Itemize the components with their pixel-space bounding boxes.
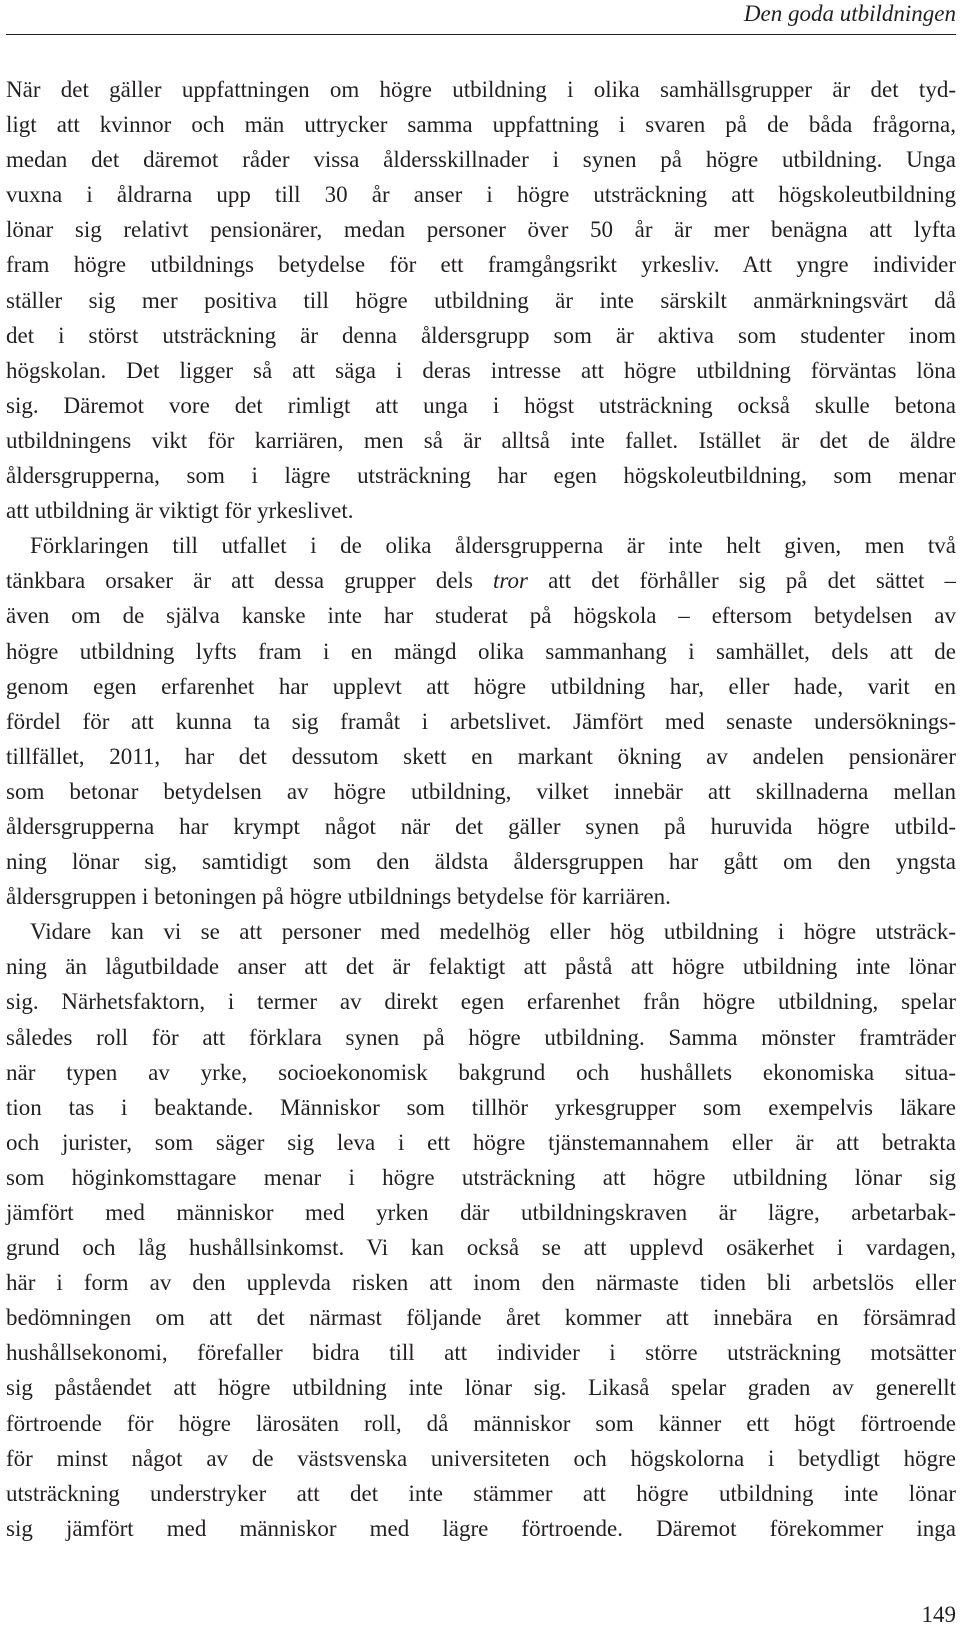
text-line: högre utbildning lyfts fram i en mängd olika sammanhang i samhället, dels att de: [6, 638, 956, 664]
text-line: som höginkomsttagare menar i högre utsträckning att högre utbildning lönar sig: [6, 1164, 956, 1190]
text-line: medan det däremot råder vissa åldersskillnader i synen på högre utbildning. Unga: [6, 147, 956, 173]
text-line: Vidare kan vi se att personer med medelhög eller hög utbildning i högre utsträck-: [30, 919, 956, 945]
body-text: [6, 72, 956, 1546]
text-line: bedömningen om att det närmast följande året kommer att innebära en försämrad: [6, 1305, 956, 1331]
header-rule: [6, 34, 956, 35]
text-line: även om de själva kanske inte har studerat på högskola – eftersom betydelsen av: [6, 603, 956, 629]
text-line: förtroende för högre lärosäten roll, då människor som känner ett högt förtroende: [6, 1410, 956, 1436]
paragraph-2: [6, 528, 956, 914]
paragraph-3: [6, 914, 956, 1546]
text-line: för minst något av de västsvenska universiteten och högskolorna i betydligt högre: [6, 1445, 956, 1471]
text-line: lönar sig relativt pensionärer, medan personer över 50 år är mer benägna att lyfta: [6, 217, 956, 243]
text-line: som betonar betydelsen av högre utbildning, vilket innebär att skillnaderna mellan: [6, 778, 956, 804]
text-line: högskolan. Det ligger så att säga i deras intresse att högre utbildning förväntas löna: [6, 357, 956, 383]
text-line: och jurister, som säger sig leva i ett högre tjänstemannahem eller är att betrakta: [6, 1129, 956, 1155]
text-line: sig påståendet att högre utbildning inte lönar sig. Likaså spelar graden av generellt: [6, 1375, 956, 1401]
text-line: Förklaringen till utfallet i de olika åldersgrupperna är inte helt given, men två: [30, 533, 956, 559]
text-line: grund och låg hushållsinkomst. Vi kan också se att upplevd osäkerhet i vardagen,: [6, 1235, 956, 1261]
text-line: sig. Däremot vore det rimligt att unga i högst utsträckning också skulle betona: [6, 392, 956, 418]
text-line: när typen av yrke, socioekonomisk bakgrund och hushållets ekonomiska situa-: [6, 1059, 956, 1085]
text-line: jämfört med människor med yrken där utbildningskraven är lägre, arbetarbak-: [6, 1200, 956, 1225]
running-head: Den goda utbildningen: [743, 1, 956, 26]
text-line: tillfället, 2011, har det dessutom skett en markant ökning av andelen pensionärer: [6, 743, 956, 769]
text-line: ning än lågutbildade anser att det är felaktigt att påstå att högre utbildning inte lönar: [6, 954, 956, 980]
text-line: utsträckning understryker att det inte stämmer att högre utbildning inte lönar: [6, 1480, 956, 1506]
text-line: det i störst utsträckning är denna åldersgrupp som är aktiva som studenter inom: [6, 322, 956, 348]
text-line: tänkbara orsaker är att dessa grupper dels tror att det förhåller sig på det sättet –: [6, 568, 956, 594]
text-line: ning lönar sig, samtidigt som den äldsta åldersgruppen har gått om den yngsta: [6, 849, 956, 875]
text-line: sig jämfört med människor med lägre förtroende. Däremot förekommer inga: [6, 1515, 956, 1541]
text-line: åldersgrupperna, som i lägre utsträckning har egen högskoleutbildning, som menar: [6, 463, 956, 489]
text-line: ligt att kvinnor och män uttrycker samma uppfattning i svaren på de båda frågorna,: [6, 112, 956, 138]
text-line: åldersgrupperna har krympt något när det gäller synen på huruvida högre utbild-: [6, 813, 956, 839]
text-line: fördel för att kunna ta sig framåt i arbetslivet. Jämfört med senaste undersöknings-: [6, 708, 956, 734]
text-line: åldersgruppen i betoningen på högre utbildnings betydelse för karriären.: [6, 884, 671, 910]
emphasis: tror: [493, 568, 528, 594]
text-line: således roll för att förklara synen på högre utbildning. Samma mönster framträder: [6, 1024, 956, 1050]
text-line: genom egen erfarenhet har upplevt att högre utbildning har, eller hade, varit en: [6, 673, 956, 699]
text-line: ställer sig mer positiva till högre utbildning är inte särskilt anmärkningsvärt då: [6, 287, 956, 313]
text-line: sig. Närhetsfaktorn, i termer av direkt egen erfarenhet från högre utbildning, spelar: [6, 989, 956, 1015]
page-number: 149: [921, 1602, 956, 1627]
paragraph-1: [6, 72, 956, 528]
text-line: fram högre utbildnings betydelse för ett framgångsrikt yrkesliv. Att yngre individer: [6, 252, 956, 278]
text-line: tion tas i beaktande. Människor som tillhör yrkesgrupper som exempelvis läkare: [6, 1094, 956, 1120]
text-line: att utbildning är viktigt för yrkeslivet.: [6, 498, 354, 524]
text-line: När det gäller uppfattningen om högre utbildning i olika samhällsgrupper är det tyd-: [6, 77, 956, 102]
text-line: vuxna i åldrarna upp till 30 år anser i högre utsträckning att högskoleutbildning: [6, 182, 956, 208]
text-line: här i form av den upplevda risken att inom den närmaste tiden bli arbetslös eller: [6, 1270, 956, 1296]
text-line: hushållsekonomi, förefaller bidra till att individer i större utsträckning motsätter: [6, 1340, 956, 1366]
text-line: utbildningens vikt för karriären, men så är alltså inte fallet. Istället är det de äldre: [6, 427, 956, 453]
